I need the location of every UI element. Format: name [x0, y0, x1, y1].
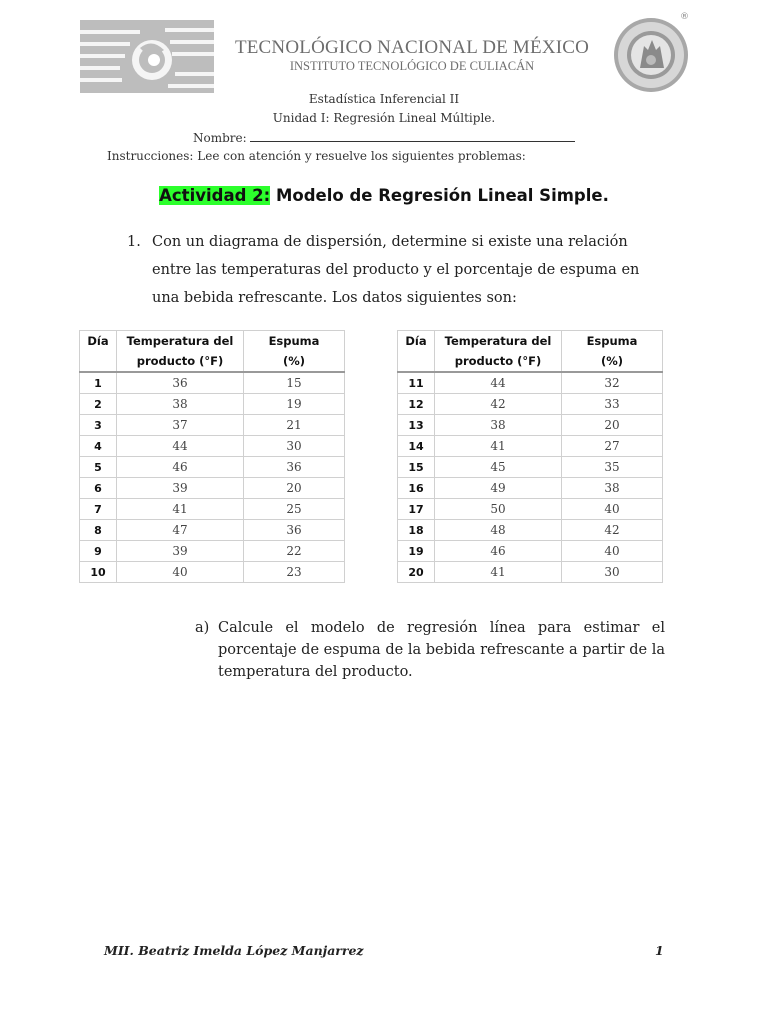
day-cell: 6 — [80, 478, 117, 499]
data-table-right — [397, 330, 663, 583]
table-row — [398, 478, 663, 499]
day-cell: 8 — [80, 520, 117, 541]
foam-cell: 30 — [244, 436, 345, 457]
temp-cell: 40 — [117, 562, 244, 583]
table-row — [398, 541, 663, 562]
table-row — [80, 520, 345, 541]
day-cell: 15 — [398, 457, 435, 478]
col-header-day: Día — [80, 331, 117, 373]
table-row — [80, 457, 345, 478]
name-field-row — [193, 129, 575, 145]
temp-cell: 48 — [435, 520, 562, 541]
institution-title: TECNOLÓGICO NACIONAL DE MÉXICO — [234, 37, 590, 58]
day-cell: 9 — [80, 541, 117, 562]
name-blank-line — [250, 129, 575, 142]
name-label: Nombre: — [193, 131, 247, 145]
temp-cell: 41 — [117, 499, 244, 520]
course-subject: Estadística Inferencial II — [308, 92, 460, 106]
day-cell: 10 — [80, 562, 117, 583]
temp-cell: 46 — [435, 541, 562, 562]
table-row — [398, 520, 663, 541]
col-header-foam: Espuma (%) — [562, 331, 663, 373]
table-row — [398, 562, 663, 583]
table-row — [398, 394, 663, 415]
table-row — [398, 415, 663, 436]
foam-cell: 32 — [562, 372, 663, 394]
foam-cell: 20 — [562, 415, 663, 436]
foam-cell: 33 — [562, 394, 663, 415]
col-header-temp: Temperatura del producto (°F) — [117, 331, 244, 373]
footer-author: MII. Beatriz Imelda López Manjarrez — [104, 943, 364, 958]
day-cell: 5 — [80, 457, 117, 478]
problem-number: 1. — [127, 234, 141, 250]
table-row — [80, 562, 345, 583]
temp-cell: 45 — [435, 457, 562, 478]
foam-cell: 23 — [244, 562, 345, 583]
foam-cell: 36 — [244, 520, 345, 541]
day-cell: 18 — [398, 520, 435, 541]
temp-cell: 46 — [117, 457, 244, 478]
day-cell: 19 — [398, 541, 435, 562]
table-row — [398, 372, 663, 394]
table-row — [80, 541, 345, 562]
foam-cell: 15 — [244, 372, 345, 394]
temp-cell: 42 — [435, 394, 562, 415]
day-cell: 1 — [80, 372, 117, 394]
day-cell: 3 — [80, 415, 117, 436]
problem-1 — [127, 228, 667, 312]
foam-cell: 22 — [244, 541, 345, 562]
day-cell: 13 — [398, 415, 435, 436]
foam-cell: 40 — [562, 499, 663, 520]
day-cell: 16 — [398, 478, 435, 499]
subquestion-a — [195, 617, 665, 683]
day-cell: 11 — [398, 372, 435, 394]
foam-cell: 40 — [562, 541, 663, 562]
temp-cell: 36 — [117, 372, 244, 394]
day-cell: 20 — [398, 562, 435, 583]
temp-cell: 44 — [117, 436, 244, 457]
instructions: Instrucciones: Lee con atención y resuelve los siguientes problemas: — [107, 149, 526, 163]
table-row — [80, 372, 345, 394]
temp-cell: 39 — [117, 541, 244, 562]
foam-cell: 19 — [244, 394, 345, 415]
temp-cell: 44 — [435, 372, 562, 394]
page-number: 1 — [655, 943, 664, 958]
day-cell: 2 — [80, 394, 117, 415]
temp-cell: 41 — [435, 436, 562, 457]
itc-seal-logo — [612, 16, 690, 94]
table-row — [80, 478, 345, 499]
col-header-foam: Espuma (%) — [244, 331, 345, 373]
activity-title: Modelo de Regresión Lineal Simple. — [275, 186, 609, 205]
temp-cell: 47 — [117, 520, 244, 541]
day-cell: 17 — [398, 499, 435, 520]
col-header-day: Día — [398, 331, 435, 373]
foam-cell: 27 — [562, 436, 663, 457]
foam-cell: 20 — [244, 478, 345, 499]
temp-cell: 38 — [117, 394, 244, 415]
subquestion-label: a) — [195, 620, 210, 636]
table-row — [80, 394, 345, 415]
temp-cell: 49 — [435, 478, 562, 499]
table-row — [80, 415, 345, 436]
problem-text: Con un diagrama de dispersión, determine si existe una relación entre las temperaturas del producto y el porcentaje de espuma en una bebida refrescante. Los datos siguientes son: — [152, 234, 640, 306]
data-table-left — [79, 330, 345, 583]
table-row — [80, 499, 345, 520]
temp-cell: 41 — [435, 562, 562, 583]
foam-cell: 36 — [244, 457, 345, 478]
foam-cell: 25 — [244, 499, 345, 520]
day-cell: 12 — [398, 394, 435, 415]
foam-cell: 42 — [562, 520, 663, 541]
foam-cell: 30 — [562, 562, 663, 583]
activity-heading — [0, 186, 768, 205]
course-unit: Unidad I: Regresión Lineal Múltiple. — [272, 111, 496, 125]
foam-cell: 35 — [562, 457, 663, 478]
temp-cell: 37 — [117, 415, 244, 436]
foam-cell: 21 — [244, 415, 345, 436]
temp-cell: 50 — [435, 499, 562, 520]
table-row — [398, 499, 663, 520]
temp-cell: 39 — [117, 478, 244, 499]
day-cell: 7 — [80, 499, 117, 520]
subquestion-text: Calcule el modelo de regresión línea para estimar el porcentaje de espuma de la bebida refrescante a partir de la temperatura del producto. — [218, 620, 665, 680]
registered-mark: ® — [680, 12, 689, 22]
day-cell: 14 — [398, 436, 435, 457]
col-header-temp: Temperatura del producto (°F) — [435, 331, 562, 373]
table-row — [398, 457, 663, 478]
campus-subtitle: INSTITUTO TECNOLÓGICO DE CULIACÁN — [289, 59, 535, 73]
temp-cell: 38 — [435, 415, 562, 436]
table-row — [80, 436, 345, 457]
tecnm-logo — [80, 20, 214, 93]
foam-cell: 38 — [562, 478, 663, 499]
activity-label: Actividad 2: — [159, 186, 271, 205]
day-cell: 4 — [80, 436, 117, 457]
table-row — [398, 436, 663, 457]
